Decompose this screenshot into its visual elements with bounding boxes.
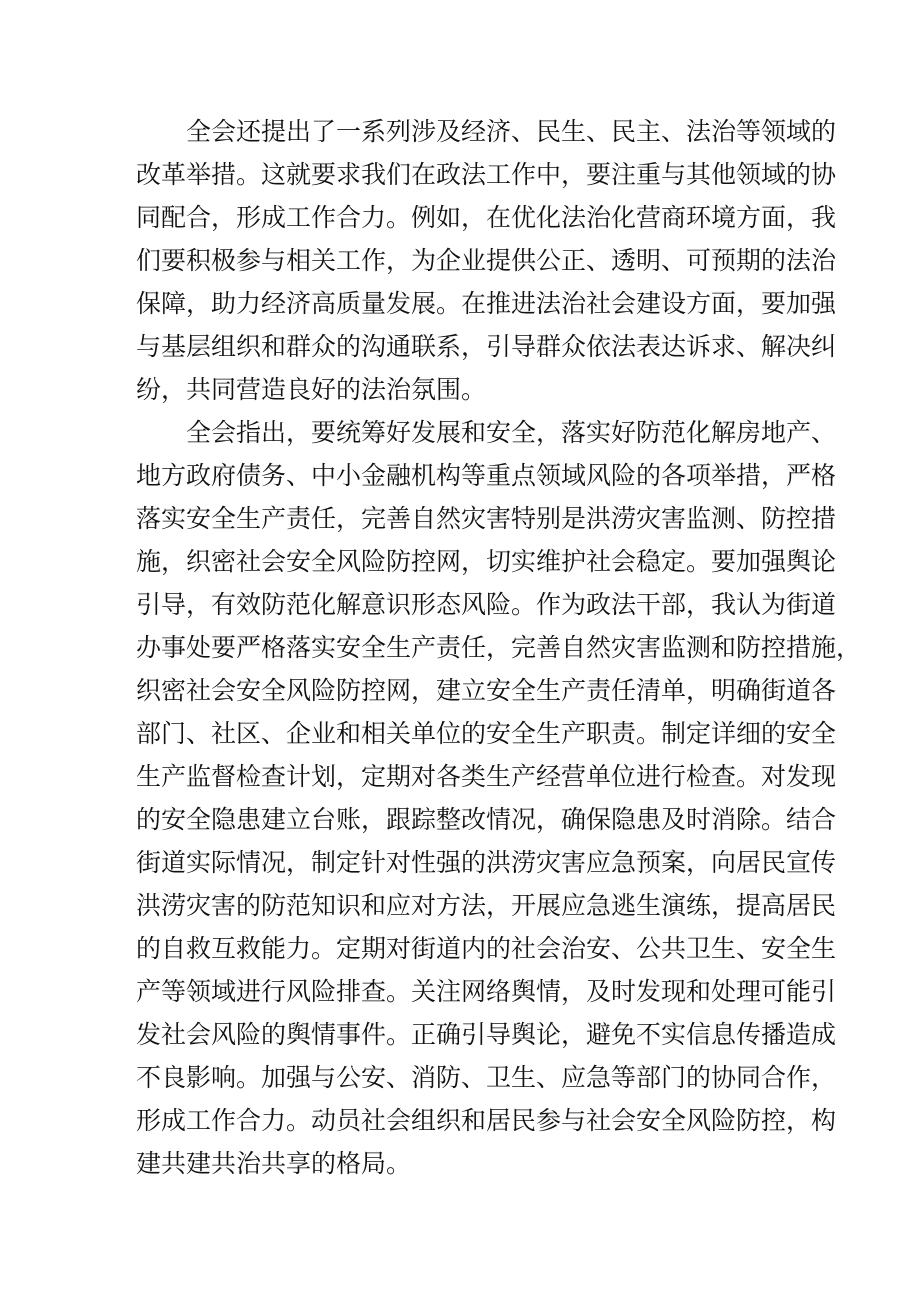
paragraph-2-line-9: 生产监督检查计划，定期对各类生产经营单位进行检查。对发现 (136, 762, 837, 791)
paragraph-2-line-3: 落实安全生产责任，完善自然灾害特别是洪涝灾害监测、防控措 (136, 504, 837, 533)
paragraph-1-line-2: 改革举措。这就要求我们在政法工作中，要注重与其他领域的协 (136, 160, 837, 189)
paragraph-1-line-7: 纷，共同营造良好的法治氛围。 (136, 375, 487, 404)
paragraph-2-line-18: 建共建共治共享的格局。 (136, 1149, 412, 1178)
paragraph-1-line-3: 同配合，形成工作合力。例如，在优化法治化营商环境方面，我 (136, 203, 837, 232)
paragraph-1-line-4: 们要积极参与相关工作，为企业提供公正、透明、可预期的法治 (136, 246, 837, 275)
paragraph-1-line-6: 与基层组织和群众的沟通联系，引导群众依法表达诉求、解决纠 (136, 332, 837, 361)
paragraph-2-line-14: 产等领域进行风险排查。关注网络舆情，及时发现和处理可能引 (136, 977, 837, 1006)
paragraph-2-line-11: 街道实际情况，制定针对性强的洪涝灾害应急预案，向居民宣传 (136, 848, 837, 877)
paragraph-2-line-12: 洪涝灾害的防范知识和应对方法，开展应急逃生演练，提高居民 (136, 891, 837, 920)
paragraph-2-line-16: 不良影响。加强与公安、消防、卫生、应急等部门的协同合作， (136, 1063, 837, 1092)
paragraph-2-line-10: 的安全隐患建立台账，跟踪整改情况，确保隐患及时消除。结合 (136, 805, 837, 834)
paragraph-2-line-2: 地方政府债务、中小金融机构等重点领域风险的各项举措，严格 (136, 461, 837, 490)
paragraph-2-line-1: 全会指出，要统筹好发展和安全，落实好防范化解房地产、 (186, 418, 837, 447)
paragraph-1-line-5: 保障，助力经济高质量发展。在推进法治社会建设方面，要加强 (136, 289, 837, 318)
paragraph-2-line-13: 的自救互救能力。定期对街道内的社会治安、公共卫生、安全生 (136, 934, 837, 963)
paragraph-2-line-7: 织密社会安全风险防控网，建立安全生产责任清单，明确街道各 (136, 676, 837, 705)
paragraph-2-line-4: 施，织密社会安全风险防控网，切实维护社会稳定。要加强舆论 (136, 547, 837, 576)
paragraph-2-line-15: 发社会风险的舆情事件。正确引导舆论，避免不实信息传播造成 (136, 1020, 837, 1049)
paragraph-2-line-5: 引导，有效防范化解意识形态风险。作为政法干部，我认为街道 (136, 590, 837, 619)
paragraph-2-line-8: 部门、社区、企业和相关单位的安全生产职责。制定详细的安全 (136, 719, 837, 748)
paragraph-2-line-6: 办事处要严格落实安全生产责任，完善自然灾害监测和防控措施， (136, 633, 862, 662)
paragraph-2-line-17: 形成工作合力。动员社会组织和居民参与社会安全风险防控，构 (136, 1106, 837, 1135)
paragraph-1-line-1: 全会还提出了一系列涉及经济、民生、民主、法治等领域的 (186, 117, 837, 146)
